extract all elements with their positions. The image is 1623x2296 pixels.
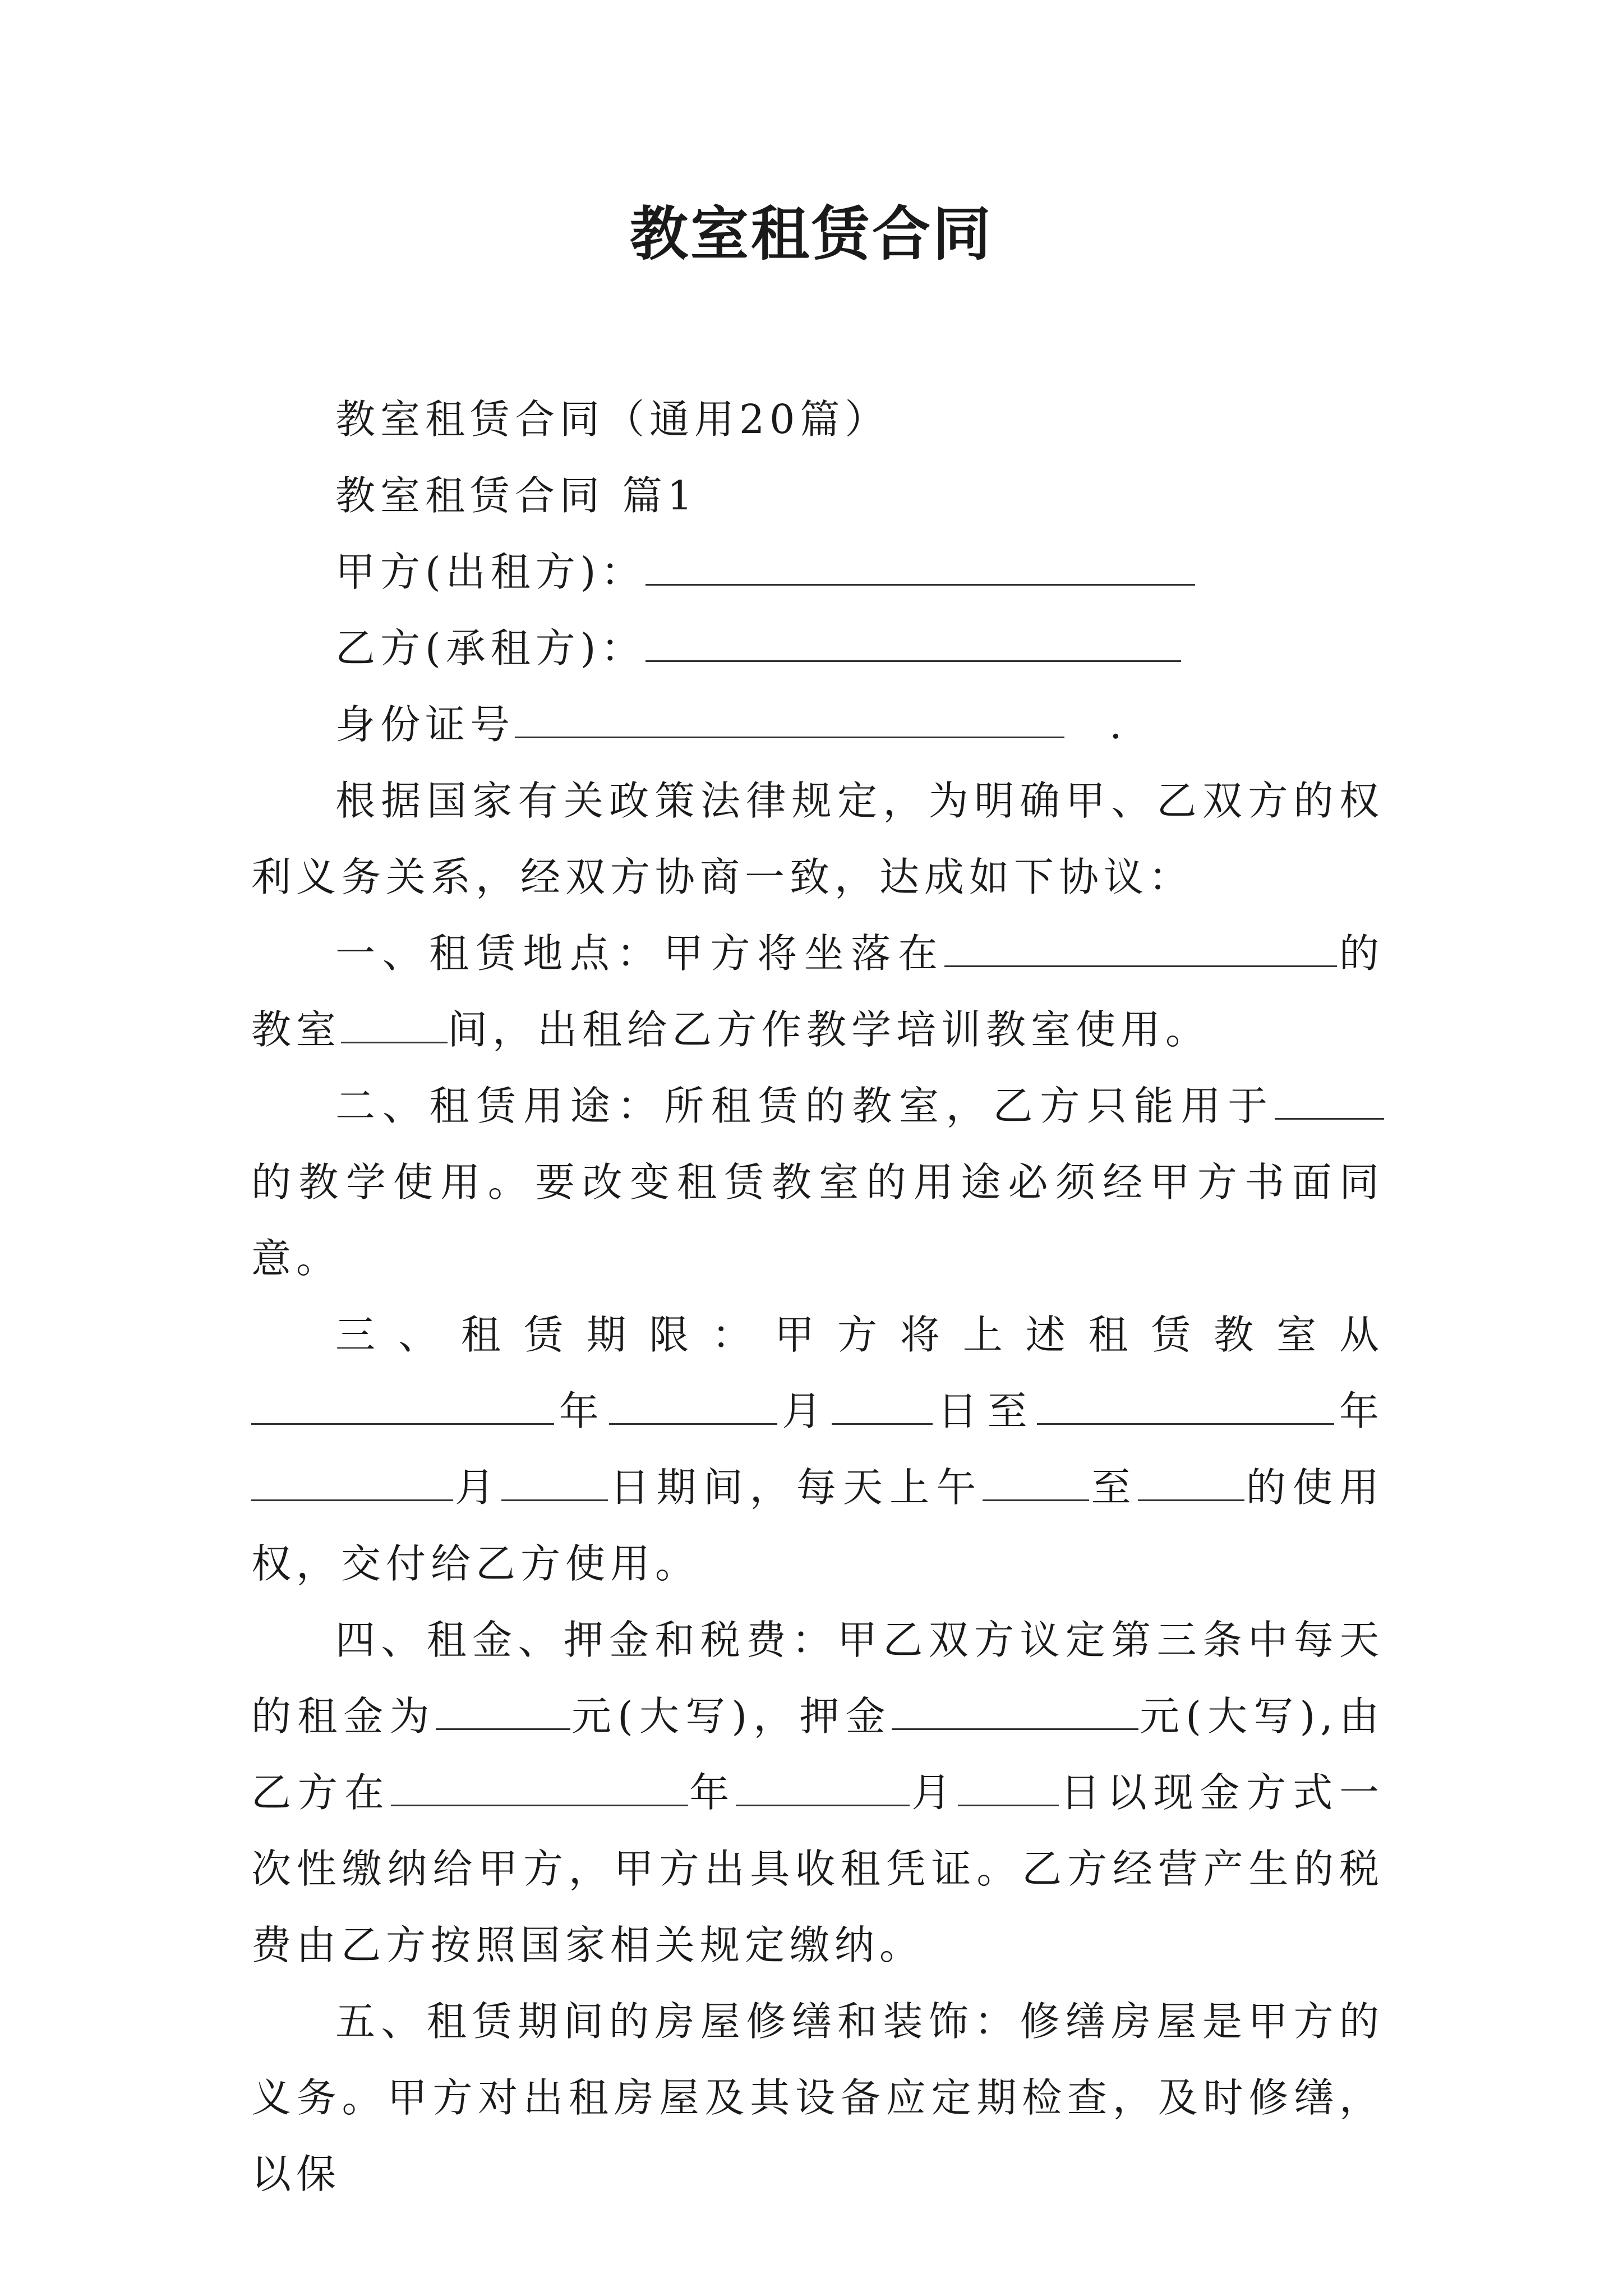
clause-4-month-blank — [736, 1770, 910, 1806]
clause-4-year: 年 — [688, 1769, 736, 1816]
party-a-blank — [645, 549, 1195, 586]
clause-1 — [251, 915, 1384, 1068]
clause-2 — [251, 1068, 1384, 1297]
clause-3-month-2: 月 — [453, 1464, 502, 1511]
clause-3-time-from-blank — [983, 1465, 1089, 1501]
document-body — [251, 381, 1384, 2212]
clause-1-text-b: 的教室 — [251, 930, 1384, 1053]
clause-4 — [251, 1602, 1384, 1984]
section-heading: 教室租赁合同 篇1 — [335, 472, 698, 519]
clause-3-start-month-blank — [609, 1388, 777, 1425]
clause-2-text-b: 的教学使用。要改变租赁教室的用途必须经甲方书面同意。 — [251, 1159, 1384, 1282]
clause-3-month-1: 月 — [777, 1388, 832, 1434]
intro-paragraph: 根据国家有关政策法律规定，为明确甲、乙双方的权利义务关系，经双方协商一致，达成如下协议： — [251, 777, 1384, 900]
clause-3-end-year-blank — [1037, 1388, 1334, 1425]
party-b-line — [251, 610, 1384, 687]
clause-2-purpose-blank — [1275, 1083, 1384, 1120]
clause-1-location-blank — [944, 931, 1337, 967]
id-blank — [515, 702, 1064, 738]
clause-4-text-a: 四、租金、押金和税费：甲乙双方议定第三条中每天的租金为 — [251, 1617, 1384, 1740]
clause-4-day-blank — [958, 1770, 1059, 1806]
subtitle: 教室租赁合同（通用20篇） — [335, 396, 890, 443]
clause-3-text-c: 的使用权，交付给乙方使用。 — [251, 1464, 1384, 1587]
clause-4-deposit-blank — [892, 1694, 1138, 1730]
clause-3-day-to: 日至 — [933, 1388, 1038, 1434]
clause-4-text-c: 元(大写),由乙方在 — [251, 1693, 1384, 1816]
clause-1-text-a: 一、租赁地点：甲方将坐落在 — [335, 930, 945, 977]
clause-5: 五、租赁期间的房屋修缮和装饰：修缮房屋是甲方的义务。甲方对出租房屋及其设备应定期检查，及时修缮，以保 — [251, 1998, 1384, 2197]
party-b-blank — [645, 625, 1181, 662]
clause-3-end-month-blank — [251, 1465, 453, 1501]
id-label: 身份证号 — [335, 701, 515, 748]
party-a-label: 甲方(出租方)： — [335, 549, 646, 595]
clause-4-text-d: 日以现金方式一次性缴纳给甲方，甲方出具收租凭证。乙方经营产生的税费由乙方按照国家相关规定缴纳。 — [251, 1769, 1384, 1968]
clause-1-text-c: 间，出租给乙方作教学培训教室使用。 — [448, 1006, 1211, 1053]
id-tail: . — [1109, 701, 1127, 748]
clause-3 — [251, 1297, 1384, 1602]
party-a-line — [251, 534, 1384, 610]
clause-4-year-blank — [391, 1770, 688, 1806]
id-line — [251, 687, 1384, 763]
clause-3-start-day-blank — [832, 1388, 933, 1425]
clause-3-end-day-blank — [501, 1465, 608, 1501]
document-title: 教室租赁合同 — [629, 199, 993, 268]
clause-4-text-b: 元(大写)，押金 — [570, 1693, 892, 1740]
clause-3-start-year-blank — [251, 1388, 554, 1425]
clause-3-text-a: 三、租赁期限：甲方将上述租赁教室从 — [335, 1312, 1384, 1358]
clause-3-time-to-blank — [1138, 1465, 1244, 1501]
clause-4-month: 月 — [910, 1769, 958, 1816]
clause-4-rent-blank — [436, 1694, 570, 1730]
clause-3-to: 至 — [1089, 1464, 1138, 1511]
clause-3-year-2: 年 — [1334, 1388, 1384, 1434]
clause-3-year-1: 年 — [554, 1388, 609, 1434]
party-b-label: 乙方(承租方)： — [335, 625, 646, 671]
clause-2-text-a: 二、租赁用途：所租赁的教室，乙方只能用于 — [335, 1083, 1275, 1129]
clause-3-text-b: 日期间，每天上午 — [608, 1464, 983, 1511]
clause-1-count-blank — [341, 1007, 448, 1043]
